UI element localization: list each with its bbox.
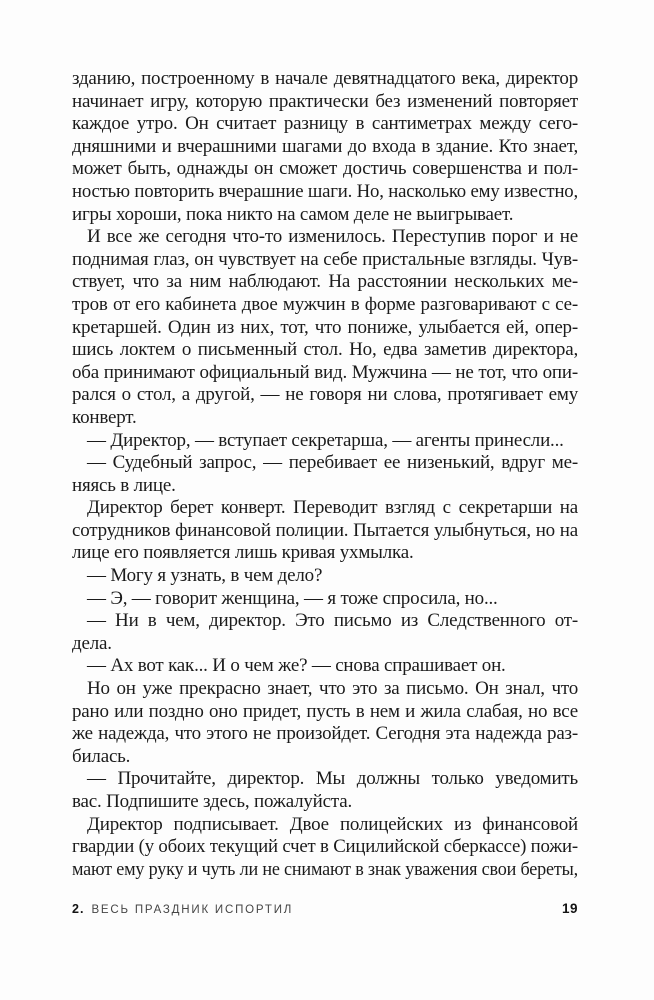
text-line-content: рался о стол, а другой, — не говоря ни слова, протягивает ему: [72, 384, 578, 406]
text-line: [72, 384, 578, 407]
text-line-content: гвардии (у обоих текущий счет в Сицилийской сберкассе) пожи-: [72, 836, 578, 858]
text-line-content: — Ни в чем, директор. Это письмо из Следственного от-: [87, 610, 578, 632]
text-line: [72, 113, 578, 136]
text-line: [72, 633, 578, 656]
text-line: [72, 723, 578, 746]
text-line-content: дняшними и вчерашними шагами до входа в здание. Кто знает,: [72, 135, 578, 157]
text-line: [72, 452, 578, 475]
text-line: [72, 204, 578, 227]
text-line: [72, 701, 578, 724]
page-text: [72, 68, 578, 881]
text-line: [72, 836, 578, 859]
text-line-content: — Судебный запрос, — перебивает ее низенький, вдруг ме-: [87, 452, 578, 474]
text-line: [72, 68, 578, 91]
text-line-content: оба принимают официальный вид. Мужчина — не тот, что опи-: [72, 361, 578, 383]
text-line: [72, 339, 578, 362]
text-line-content: лице его появляется лишь кривая ухмылка.: [72, 542, 414, 564]
text-line: [72, 136, 578, 159]
text-line-content: мают ему руку и чуть ли не снимают в знак уважения свои береты,: [72, 858, 578, 880]
text-line-content: дела.: [72, 632, 112, 654]
running-head: [72, 902, 293, 916]
text-line-content: — Могу я узнать, в чем дело?: [87, 565, 323, 587]
text-line-content: поднимая глаз, он чувствует на себе пристальные взгляды. Чув-: [72, 248, 578, 270]
text-line-content: может быть, однажды он сможет достичь совершенства и пол-: [72, 158, 578, 180]
text-line-content: Но он уже прекрасно знает, что это за письмо. Он знал, что: [87, 678, 578, 700]
text-line-content: же надежда, что этого не произойдет. Сегодня эта надежда раз-: [72, 723, 578, 745]
text-line: [72, 91, 578, 114]
text-line-content: И все же сегодня что-то изменилось. Переступив порог и не: [87, 226, 578, 248]
text-line: [72, 859, 578, 882]
text-line-content: — Прочитайте, директор. Мы должны только уведомить: [87, 768, 578, 790]
text-line-content: сотрудников финансовой полиции. Пытается улыбнуться, но на: [72, 519, 578, 541]
text-line-content: Директор берет конверт. Переводит взгляд с секретарши на: [87, 497, 578, 519]
text-line-content: няясь в лице.: [72, 474, 176, 496]
text-line: [72, 362, 578, 385]
text-line-content: каждое утро. Он считает разницу в сантиметрах между сего-: [72, 113, 578, 135]
text-line: [72, 791, 578, 814]
text-line-content: билась.: [72, 745, 131, 767]
text-line: [72, 271, 578, 294]
text-line: [72, 588, 578, 611]
text-line: [72, 475, 578, 498]
text-line-content: — Ах вот как... И о чем же? — снова спрашивает он.: [87, 655, 506, 677]
text-line: [72, 249, 578, 272]
text-line: [72, 158, 578, 181]
text-line: [72, 814, 578, 837]
text-line: [72, 497, 578, 520]
text-line-content: вас. Подпишите здесь, пожалуйста.: [72, 791, 353, 812]
text-line-content: начинает игру, которую практически без изменений повторяет: [72, 90, 578, 112]
text-line: [72, 181, 578, 204]
text-line-content: кретаршей. Один из них, тот, что пониже, улыбается ей, опер-: [72, 316, 578, 338]
chapter-title: ВЕСЬ ПРАЗДНИК ИСПОРТИЛ: [91, 904, 294, 916]
page-number: 19: [561, 901, 578, 916]
text-line: [72, 565, 578, 588]
chapter-number: 2.: [72, 902, 85, 916]
text-line: [72, 226, 578, 249]
text-line-content: зданию, построенному в начале девятнадцатого века, директор: [72, 68, 578, 89]
text-line-content: конверт.: [72, 406, 137, 428]
text-line: [72, 520, 578, 543]
text-line: [72, 678, 578, 701]
text-line-content: рано или поздно оно придет, пусть в нем и жила слабая, но все: [72, 700, 578, 722]
text-line-content: ностью повторить вчерашние шаги. Но, насколько ему известно,: [72, 180, 578, 202]
text-line: [72, 407, 578, 430]
text-line: [72, 542, 578, 565]
text-line: [72, 655, 578, 678]
text-line: [72, 768, 578, 791]
text-line: [72, 294, 578, 317]
text-line-content: тров от его кабинета двое мужчин в форме разговаривают с се-: [72, 293, 578, 315]
text-line: [72, 746, 578, 769]
text-line-content: — Директор, — вступает секретарша, — агенты принесли...: [87, 429, 564, 451]
text-line-content: шись локтем о письменный стол. Но, едва заметив директора,: [72, 339, 578, 361]
page-footer: [72, 901, 578, 916]
text-line: [72, 610, 578, 633]
text-line-content: Директор подписывает. Двое полицейских из финансовой: [87, 813, 578, 835]
text-line-content: ствует, что за ним наблюдают. На расстоянии нескольких ме-: [72, 271, 578, 293]
text-line: [72, 430, 578, 453]
text-line-content: — Э, — говорит женщина, — я тоже спросила, но...: [87, 587, 498, 609]
text-line-content: игры хороши, пока никто на самом деле не выигрывает.: [72, 203, 514, 225]
text-line: [72, 317, 578, 340]
